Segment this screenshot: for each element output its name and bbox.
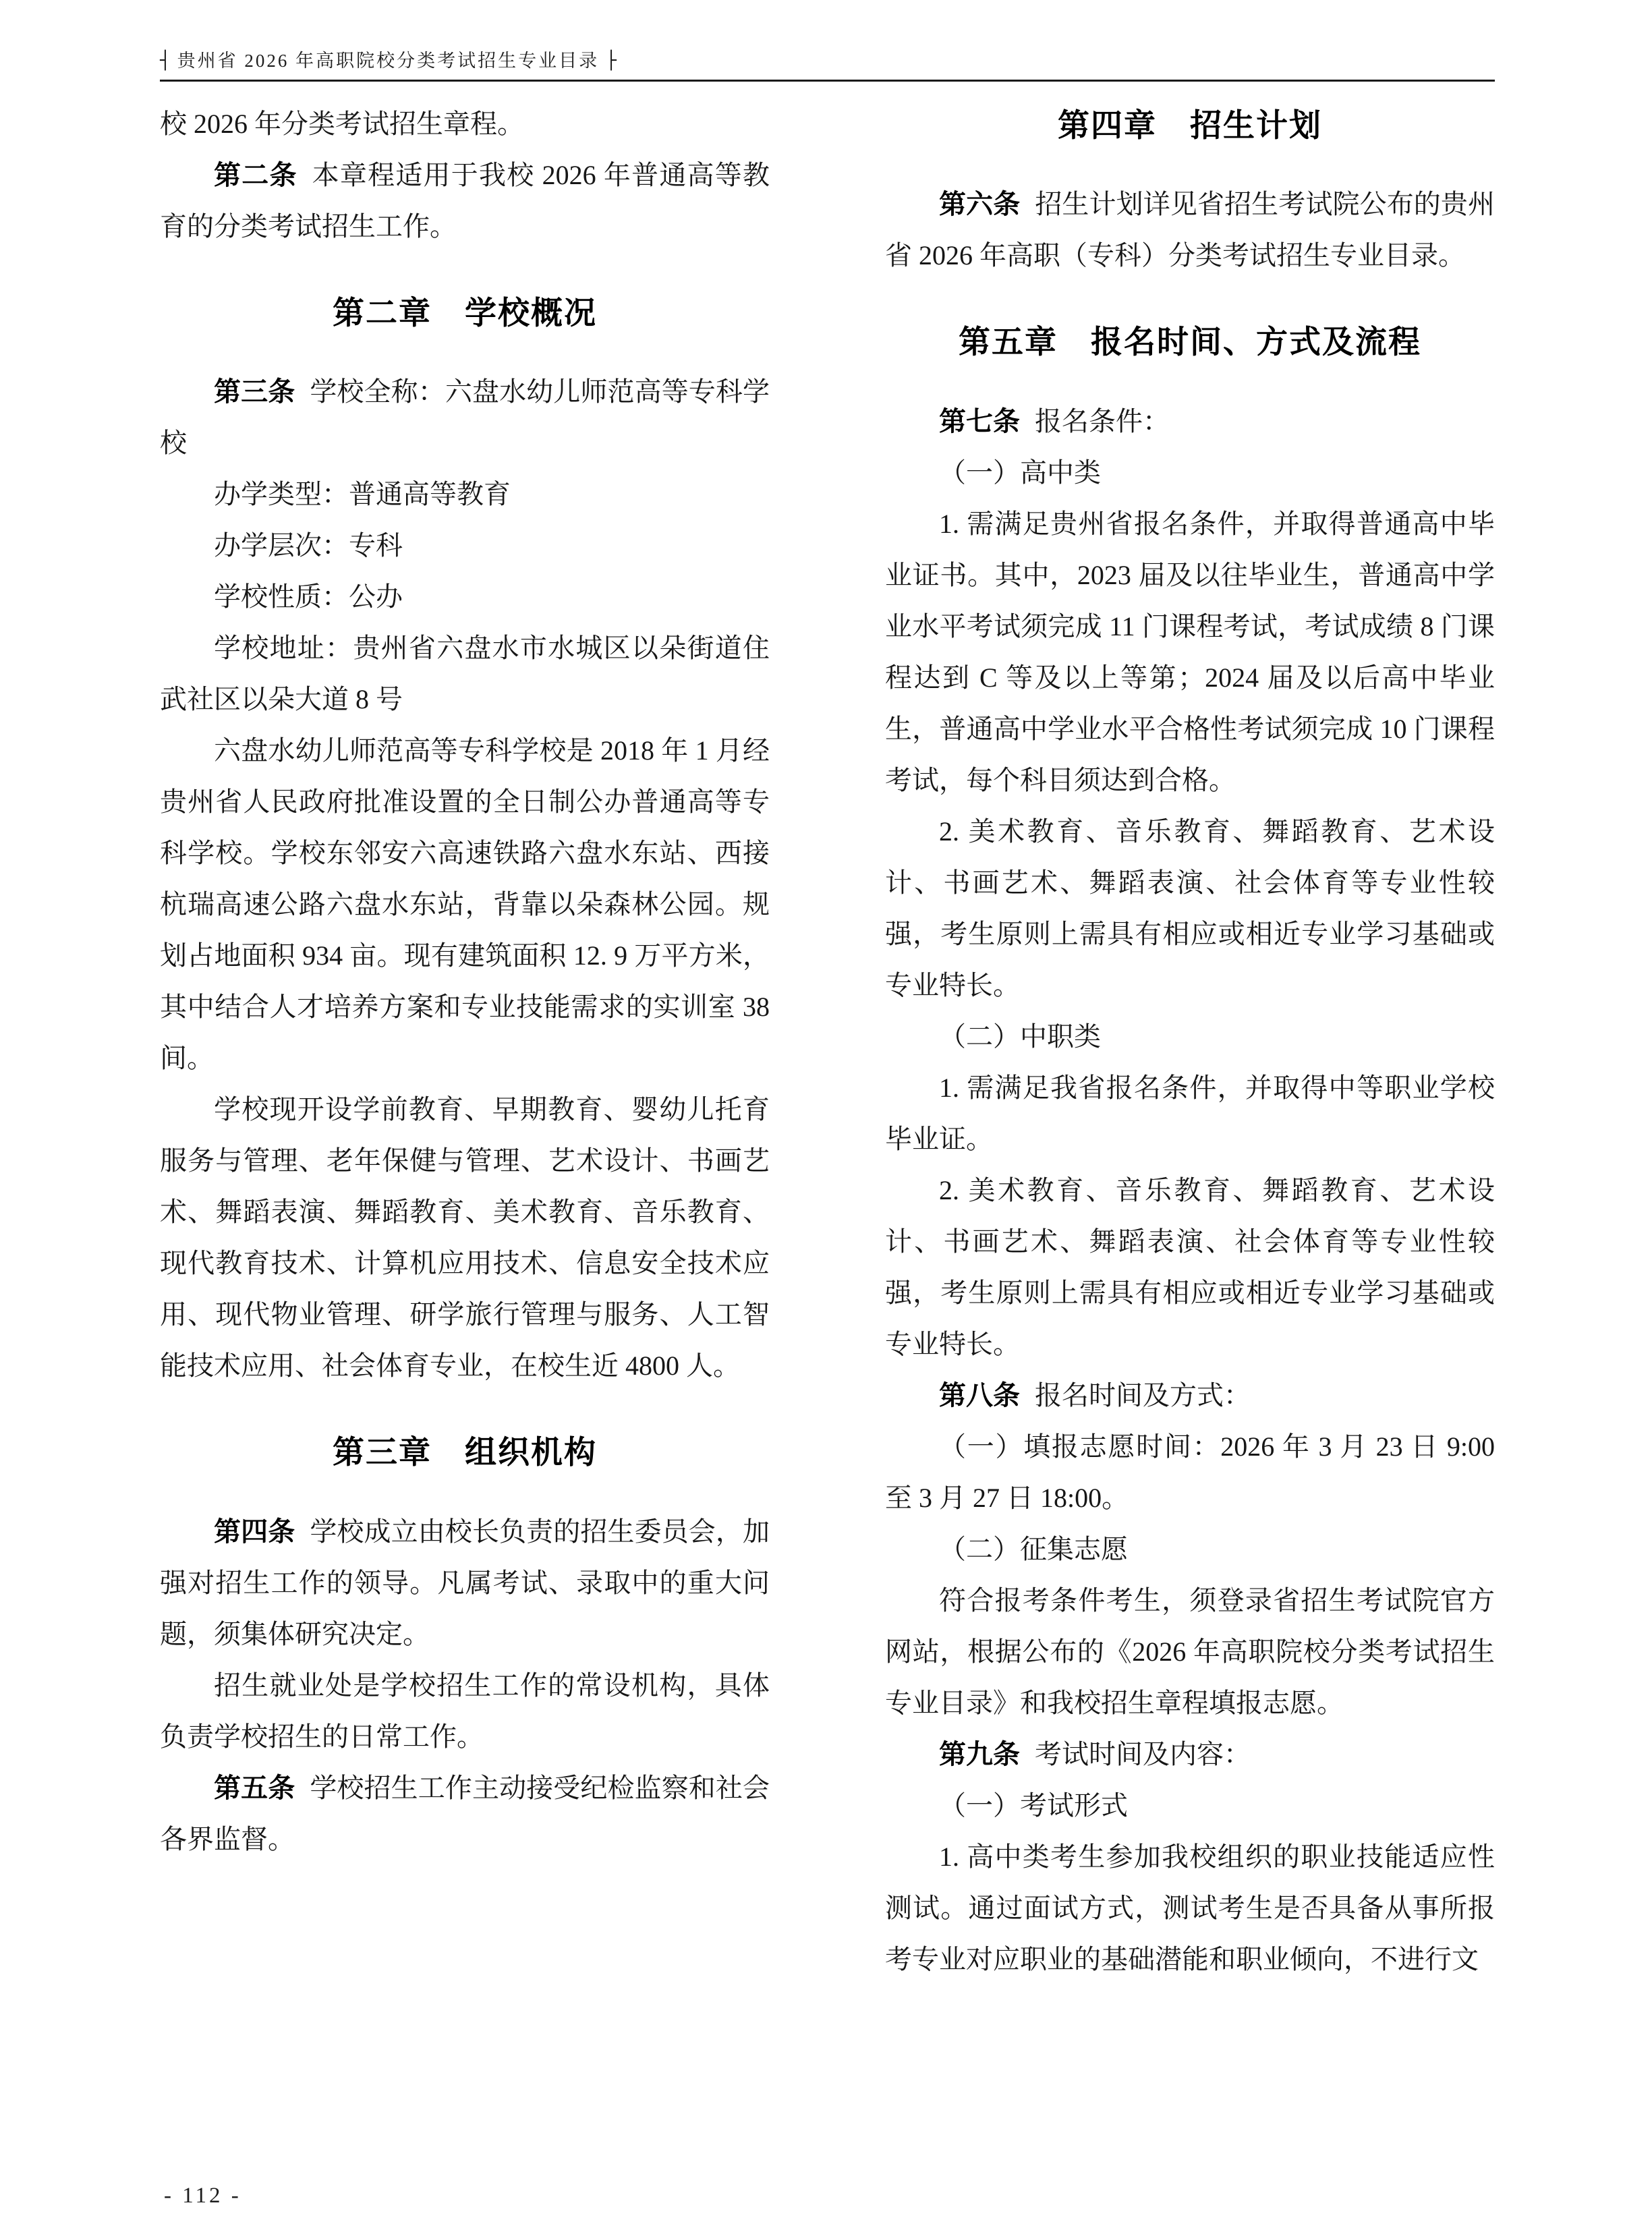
paragraph-text: 本章程适用于我校 2026 年普通高等教育的分类考试招生工作。 [160,160,770,241]
paragraph-text: 1. 需满足我省报名条件，并取得中等职业学校毕业证。 [885,1072,1495,1154]
article-paragraph [160,469,770,520]
paragraph-text: 六盘水幼儿师范高等专科学校是 2018 年 1 月经贵州省人民政府批准设置的全日制公办普通高等专科学校。学校东邻安六高速铁路六盘水东站、西接杭瑞高速公路六盘水东站，背靠以朵森林公园。规划占地面积 934 亩。现有建筑面积 12. 9 万平方米，其中结合人才培养方案和专业技能需求的实训室 38 间。 [160,735,770,1074]
paragraph-text: 2. 美术教育、音乐教育、舞蹈教育、艺术设计、书画艺术、舞蹈表演、社会体育等专业性较强，考生原则上需具有相应或相近专业学习基础或专业特长。 [885,1174,1495,1359]
paragraph-text: 办学层次：专科 [214,530,403,561]
header-title-row [160,50,1495,72]
article-label: 第二条 [214,161,297,190]
article-paragraph [160,520,770,571]
article-paragraph [160,1763,770,1865]
article-paragraph [885,1011,1495,1062]
article-label: 第九条 [939,1739,1020,1769]
left-column [160,98,770,1985]
article-paragraph [885,1062,1495,1165]
header-left-tick-icon: ┤ [160,50,171,71]
article-paragraph [885,1729,1495,1780]
article-label: 第六条 [939,190,1021,220]
article-paragraph [885,447,1495,498]
paragraph-text: 学校全称：六盘水幼儿师范高等专科学校 [160,376,770,459]
paragraph-text: 报名时间及方式： [1035,1379,1251,1410]
page-number: - 112 - [164,2184,241,2208]
article-label: 第八条 [939,1380,1020,1410]
article-paragraph [885,179,1495,281]
paragraph-text: 考试时间及内容： [1035,1738,1251,1769]
article-paragraph [885,1370,1495,1421]
chapter-heading: 第四章 招生计划 [1058,107,1322,143]
paragraph-text: 招生计划详见省招生考试院公布的贵州省 2026 年高职（专科）分类考试招生专业目录。 [885,189,1496,271]
article-paragraph [160,366,770,469]
chapter-heading: 第二章 学校概况 [333,295,597,331]
article-paragraph [885,1421,1495,1524]
article-paragraph [160,1084,770,1392]
paragraph-text: 学校成立由校长负责的招生委员会，加强对招生工作的领导。凡属考试、录取中的重大问题，须集体研究决定。 [160,1516,770,1649]
chapter-heading: 第三章 组织机构 [333,1434,597,1471]
page-body [160,98,1495,1985]
paragraph-text: （二）中职类 [939,1021,1101,1052]
paragraph-text: 1. 需满足贵州省报名条件，并取得普通高中毕业证书。其中，2023 届及以往毕业生，普通高中学业水平考试须完成 11 门课程考试，考试成绩 8 门课程达到 C 等及以上等第；2024 届及以后高中毕业生，普通高中学业水平合格性考试须完成 10 门课程考试，每个科目须达到合格。 [885,508,1495,795]
paragraph-text: 2. 美术教育、音乐教育、舞蹈教育、艺术设计、书画艺术、舞蹈表演、社会体育等专业性较强，考生原则上需具有相应或相近专业学习基础或专业特长。 [885,816,1495,1000]
paragraph-text: （一）填报志愿时间：2026 年 3 月 23 日 9:00 至 3 月 27 日 18:00。 [885,1431,1495,1513]
paragraph-text: 办学类型：普通高等教育 [214,479,511,510]
article-paragraph [160,98,770,150]
article-label: 第四条 [214,1516,295,1547]
paragraph-text: 符合报考条件考生，须登录省招生考试院官方网站，根据公布的《2026 年高职院校分类考试招生专业目录》和我校招生章程填报志愿。 [885,1585,1495,1718]
article-paragraph [160,623,770,725]
paragraph-text: 1. 高中类考生参加我校组织的职业技能适应性测试。通过面试方式，测试考生是否具备从事所报考专业对应职业的基础潜能和职业倾向，不进行文 [885,1841,1495,1974]
paragraph-text: 学校招生工作主动接受纪检监察和社会各界监督。 [160,1772,770,1854]
article-paragraph [885,1524,1495,1575]
article-paragraph [885,1780,1495,1831]
page-header [160,50,1495,82]
article-paragraph [885,1165,1495,1370]
article-paragraph [885,396,1495,447]
page-footer [164,2184,241,2208]
paragraph-text: （一）考试形式 [939,1790,1128,1821]
article-paragraph [885,498,1495,806]
article-paragraph [160,150,770,252]
header-right-tick-icon: ├ [606,50,617,71]
article-paragraph [160,1660,770,1763]
article-label: 第七条 [939,406,1020,436]
paragraph-text: （二）征集志愿 [939,1533,1128,1564]
article-paragraph [160,1506,770,1660]
paragraph-text: 学校性质：公办 [214,581,403,612]
paragraph-text: （一）高中类 [939,457,1101,488]
article-label: 第五条 [214,1773,295,1803]
article-paragraph [885,806,1495,1011]
header-divider [160,80,1495,82]
article-paragraph [885,1575,1495,1729]
article-paragraph [160,571,770,623]
article-paragraph [160,725,770,1084]
article-label: 第三条 [214,377,295,407]
paragraph-text: 学校地址：贵州省六盘水市水城区以朵街道住武社区以朵大道 8 号 [160,633,770,715]
paragraph-text: 招生就业处是学校招生工作的常设机构，具体负责学校招生的日常工作。 [160,1670,770,1752]
chapter-heading: 第五章 报名时间、方式及流程 [959,324,1421,360]
paragraph-text: 学校现开设学前教育、早期教育、婴幼儿托育服务与管理、老年保健与管理、艺术设计、书画艺术、舞蹈表演、舞蹈教育、美术教育、音乐教育、现代教育技术、计算机应用技术、信息安全技术应用、现代物业管理、研学旅行管理与服务、人工智能技术应用、社会体育专业，在校生近 4800 人。 [160,1094,770,1381]
paragraph-text: 校 2026 年分类考试招生章程。 [160,109,524,139]
header-title: 贵州省 2026 年高职院校分类考试招生专业目录 [177,51,600,71]
article-paragraph [885,1831,1495,1985]
paragraph-text: 报名条件： [1035,405,1170,436]
right-column [885,98,1495,1985]
